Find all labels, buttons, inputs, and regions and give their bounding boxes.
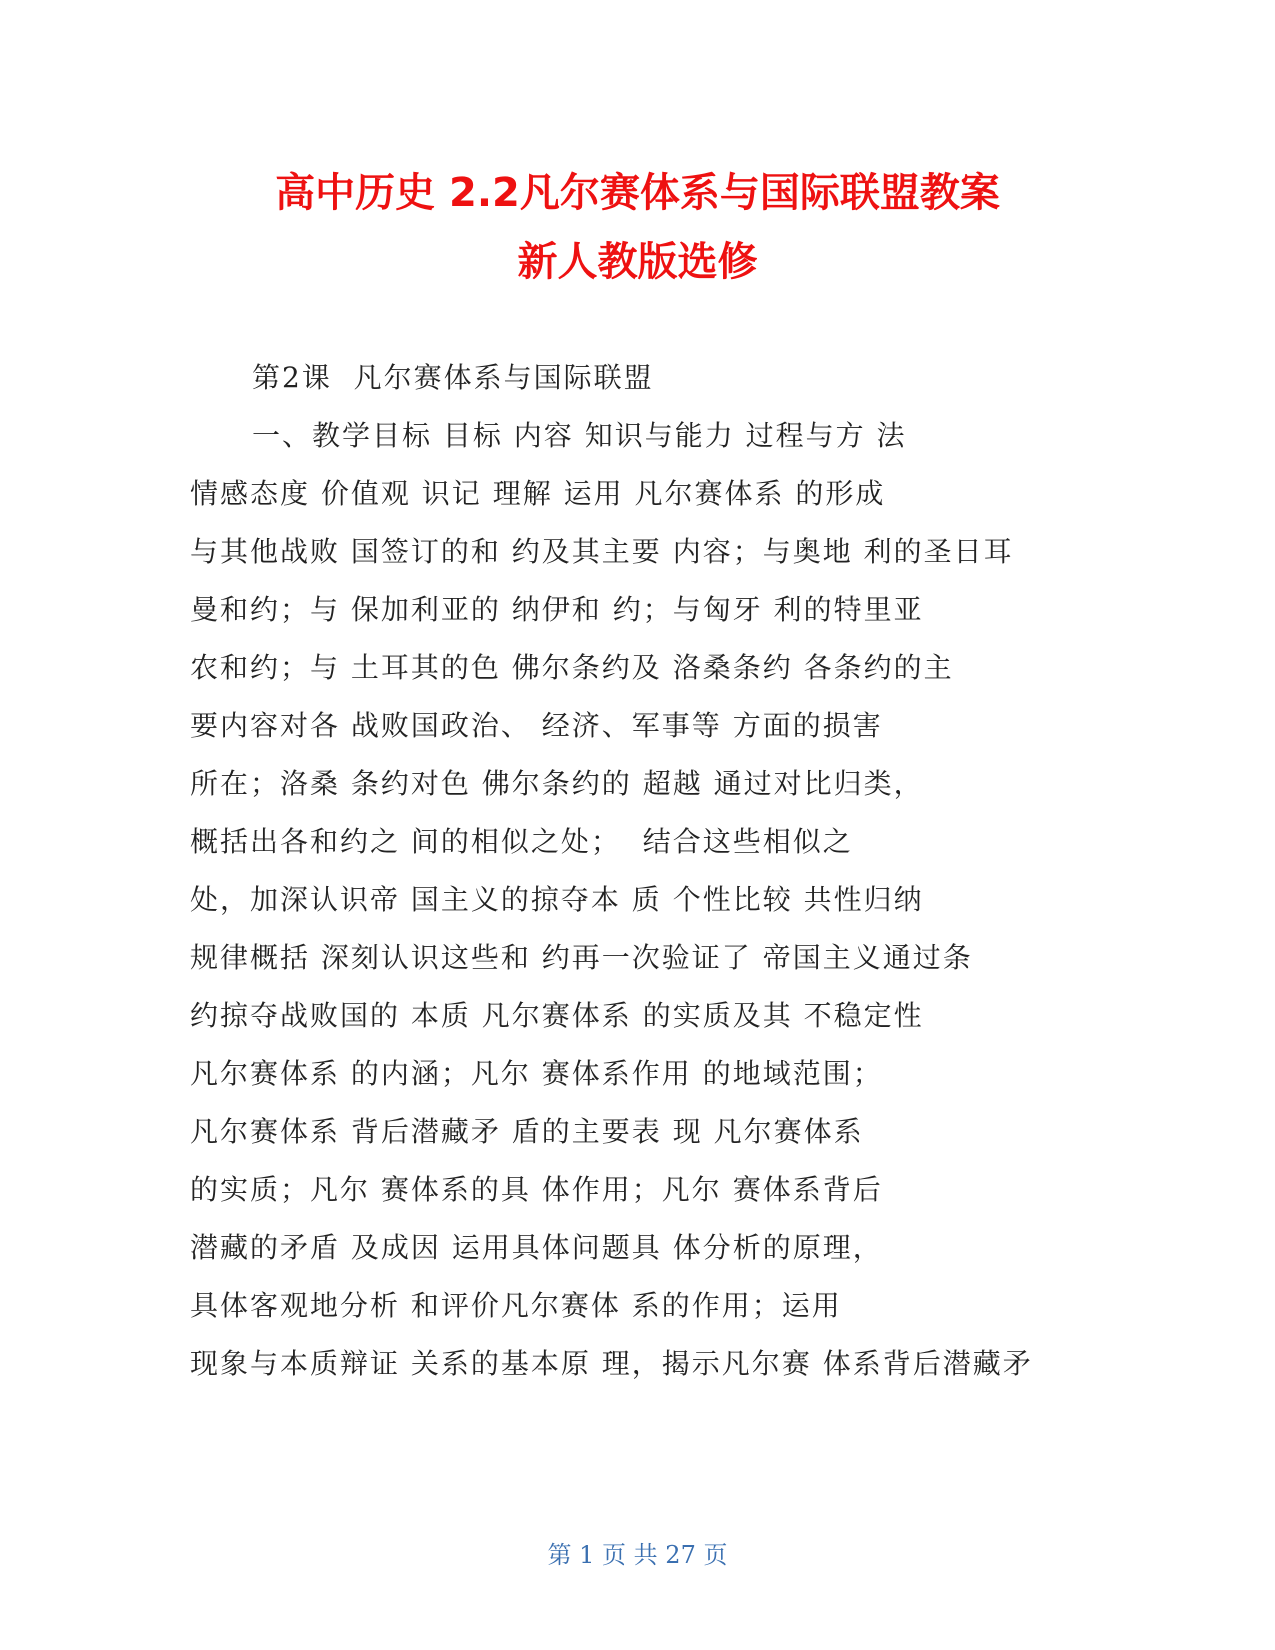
lesson-heading: 第2课 凡尔赛体系与国际联盟 bbox=[252, 361, 654, 394]
page-footer: 第 1 页 共 27 页 bbox=[547, 1541, 728, 1569]
document-title-line-1: 高中历史 2.2凡尔赛体系与国际联盟教案 bbox=[275, 170, 1000, 216]
body-line: 凡尔赛体系 背后潜藏矛 盾的主要表 现 凡尔赛体系 bbox=[190, 1115, 864, 1148]
body-line: 要内容对各 战败国政治、 经济、军事等 方面的损害 bbox=[190, 709, 883, 742]
body-line: 的实质；凡尔 赛体系的具 体作用；凡尔 赛体系背后 bbox=[190, 1173, 883, 1206]
document-title-line-2: 新人教版选修 bbox=[517, 239, 758, 285]
body-line: 曼和约；与 保加利亚的 纳伊和 约；与匈牙 利的特里亚 bbox=[190, 593, 924, 626]
body-line: 概括出各和约之 间的相似之处； 结合这些相似之 bbox=[190, 825, 853, 858]
body-line: 农和约；与 土耳其的色 佛尔条约及 洛桑条约 各条约的主 bbox=[190, 651, 954, 684]
body-line: 与其他战败 国签订的和 约及其主要 内容；与奥地 利的圣日耳 bbox=[190, 535, 1014, 568]
body-line: 潜藏的矛盾 及成因 运用具体问题具 体分析的原理， bbox=[190, 1231, 883, 1264]
body-line: 约掠夺战败国的 本质 凡尔赛体系 的实质及其 不稳定性 bbox=[190, 999, 924, 1032]
body-line: 规律概括 深刻认识这些和 约再一次验证了 帝国主义通过条 bbox=[190, 941, 973, 974]
body-line: 具体客观地分析 和评价凡尔赛体 系的作用；运用 bbox=[190, 1289, 842, 1322]
body-line: 情感态度 价值观 识记 理解 运用 凡尔赛体系 的形成 bbox=[190, 477, 886, 510]
body-line: 处，加深认识帝 国主义的掠夺本 质 个性比较 共性归纳 bbox=[190, 883, 924, 916]
body-line: 一、教学目标 目标 内容 知识与能力 过程与方 法 bbox=[252, 419, 907, 452]
body-line: 所在；洛桑 条约对色 佛尔条约的 超越 通过对比归类， bbox=[190, 767, 924, 800]
body-line: 现象与本质辩证 关系的基本原 理，揭示凡尔赛 体系背后潜藏矛 bbox=[190, 1347, 1033, 1380]
body-line: 凡尔赛体系 的内涵；凡尔 赛体系作用 的地域范围； bbox=[190, 1057, 883, 1090]
